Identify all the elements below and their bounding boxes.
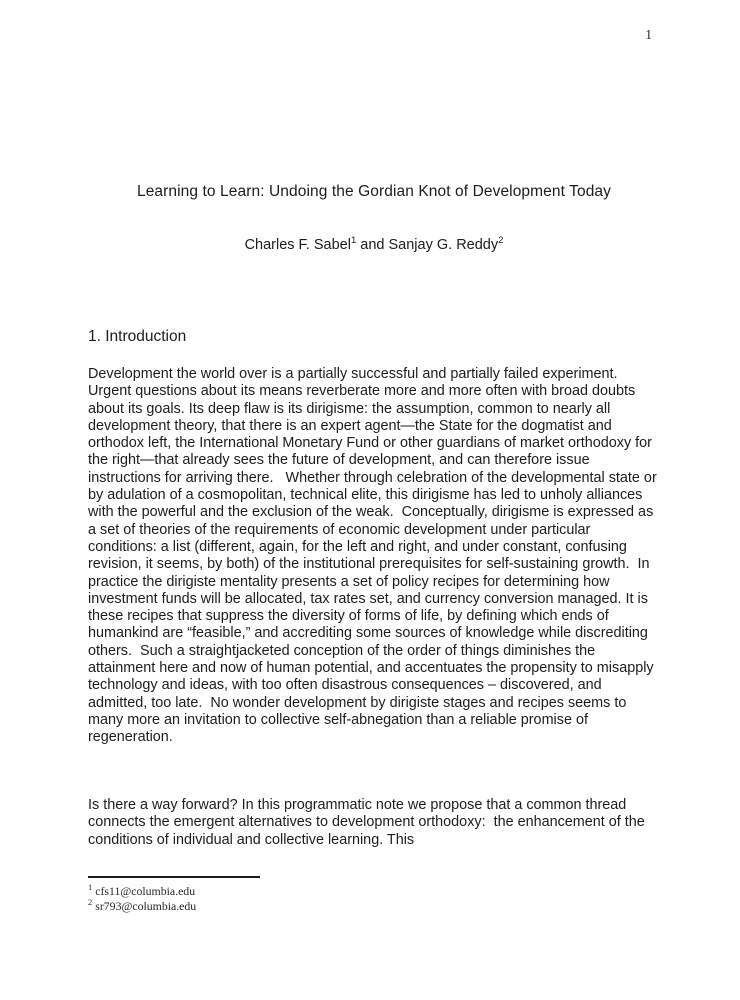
footnote-1-email: cfs11@columbia.edu [95,884,196,898]
page-number: 1 [645,27,652,42]
byline-connector: and [356,237,389,253]
footnote-2 [88,899,660,914]
author-2-footnote-marker: 2 [498,235,504,247]
paper-title: Learning to Learn: Undoing the Gordian Knot of Development Today [136,183,611,200]
author-1-footnote-marker: 1 [350,235,357,247]
footnote-1-marker: 1 [88,882,93,893]
author-1-name: Charles F. Sabel [244,237,351,253]
section-heading-introduction: 1. Introduction [88,328,187,345]
body-paragraph-1: Development the world over is a partially successful and partially failed experiment. Urgent questions about its means reverberate more and more often with broad doubts about its goals. Its deep flaw is its dirigisme: the assumption, common to nearly all development theory, that there is an expert agent—the State for the dogmatist and orthodox left, the International Monetary Fund or other guardians of market orthodoxy for the right—that already sees the future of development, and can therefore issue instructions for arriving there. Whether through celebration of the developmental state or by adulation of a cosmopolitan, technical elite, this dirigisme has led to unholy alliances with the powerful and the exclusion of the weak. Conceptually, dirigisme is expressed as a set of theories of the requirements of economic development under particular conditions: a list (different, again, for the left and right, and under constant, confusing revision, it seems, by both) of the institutional prerequisites for self-sustaining growth. In practice the dirigiste mentality presents a set of policy recipes for determining how investment funds will be allocated, tax rates set, and currency conversion managed. It is these recipes that suppress the diversity of forms of life, by defining which ends of humankind are “feasible,” and accrediting some sources of knowledge while discrediting others. Such a straightjacketed conception of the order of things diminishes the attainment here and now of human potential, and accentuates the propensity to misapply technology and ideas, with too often disastrous consequences – discovered, and admitted, too late. No wonder development by dirigiste stages and recipes seems to many more an invitation to collective self-abnegation than a reliable promise of regeneration. [88,366,661,746]
footnote-2-marker: 2 [88,897,93,908]
footnote-separator-rule [88,876,260,878]
author-2-name: Sanjay G. Reddy [388,237,499,253]
footnote-1 [88,884,660,899]
body-paragraph-2: Is there a way forward? In this programmatic note we propose that a common thread connects the emergent alternatives to development orthodoxy: the enhancement of the conditions of individual and collective learning. This [88,797,649,848]
footnote-2-email: sr793@columbia.edu [95,899,197,913]
author-byline [88,237,660,253]
